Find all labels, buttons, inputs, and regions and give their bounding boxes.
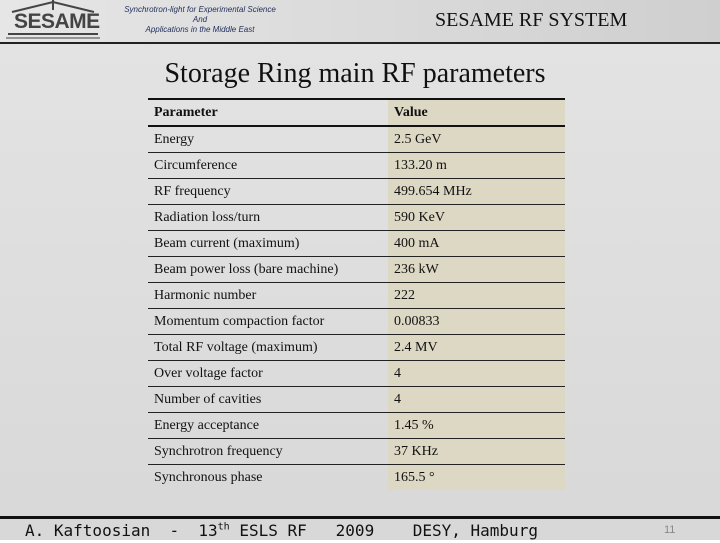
table-row xyxy=(148,231,565,257)
table-row xyxy=(148,126,565,153)
parameter-cell: RF frequency xyxy=(148,179,388,205)
parameter-cell: Energy acceptance xyxy=(148,413,388,439)
header-value: Value xyxy=(388,99,565,126)
footer-author: A. Kaftoosian - 13 xyxy=(25,521,218,540)
parameter-cell: Beam current (maximum) xyxy=(148,231,388,257)
value-cell: 590 KeV xyxy=(388,205,565,231)
parameter-cell: Synchrotron frequency xyxy=(148,439,388,465)
table-row xyxy=(148,179,565,205)
tagline-line: And xyxy=(192,15,208,24)
table-row xyxy=(148,257,565,283)
value-cell: 0.00833 xyxy=(388,309,565,335)
table-row xyxy=(148,335,565,361)
value-cell: 400 mA xyxy=(388,231,565,257)
parameter-cell: Radiation loss/turn xyxy=(148,205,388,231)
parameter-cell: Over voltage factor xyxy=(148,361,388,387)
page-number: 11 xyxy=(664,524,676,536)
value-cell: 133.20 m xyxy=(388,153,565,179)
table-row xyxy=(148,309,565,335)
table-row xyxy=(148,439,565,465)
parameter-cell: Momentum compaction factor xyxy=(148,309,388,335)
logo-text: SESAME xyxy=(14,10,100,33)
value-cell: 499.654 MHz xyxy=(388,179,565,205)
value-cell: 37 KHz xyxy=(388,439,565,465)
parameter-cell: Energy xyxy=(148,126,388,153)
slide-title: Storage Ring main RF parameters xyxy=(164,58,546,89)
tagline-line: Applications in the Middle East xyxy=(145,25,255,34)
parameter-cell: Beam power loss (bare machine) xyxy=(148,257,388,283)
value-cell: 2.4 MV xyxy=(388,335,565,361)
table-header-row xyxy=(148,99,565,126)
table-row xyxy=(148,283,565,309)
header-parameter: Parameter xyxy=(148,99,388,126)
footer-event: ESLS RF 2009 DESY, Hamburg xyxy=(229,521,538,540)
parameter-cell: Harmonic number xyxy=(148,283,388,309)
footer-sup: th xyxy=(217,521,230,533)
table-row xyxy=(148,387,565,413)
value-cell: 4 xyxy=(388,387,565,413)
table-row xyxy=(148,465,565,491)
value-cell: 222 xyxy=(388,283,565,309)
parameters-table xyxy=(148,98,565,490)
footer xyxy=(0,516,720,543)
value-cell: 4 xyxy=(388,361,565,387)
table-row xyxy=(148,361,565,387)
table-row xyxy=(148,205,565,231)
parameter-cell: Circumference xyxy=(148,153,388,179)
value-cell: 165.5 ° xyxy=(388,465,565,491)
system-title: SESAME RF SYSTEM xyxy=(435,9,628,31)
value-cell: 2.5 GeV xyxy=(388,126,565,153)
sesame-logo xyxy=(4,0,102,40)
tagline-line: Synchrotron-light for Experimental Science xyxy=(124,5,276,14)
value-cell: 1.45 % xyxy=(388,413,565,439)
parameter-cell: Total RF voltage (maximum) xyxy=(148,335,388,361)
table-row xyxy=(148,413,565,439)
header-banner xyxy=(0,0,720,44)
table-row xyxy=(148,153,565,179)
footer-text xyxy=(25,521,538,540)
tagline xyxy=(100,5,300,35)
value-cell: 236 kW xyxy=(388,257,565,283)
parameter-cell: Number of cavities xyxy=(148,387,388,413)
parameter-cell: Synchronous phase xyxy=(154,469,263,485)
